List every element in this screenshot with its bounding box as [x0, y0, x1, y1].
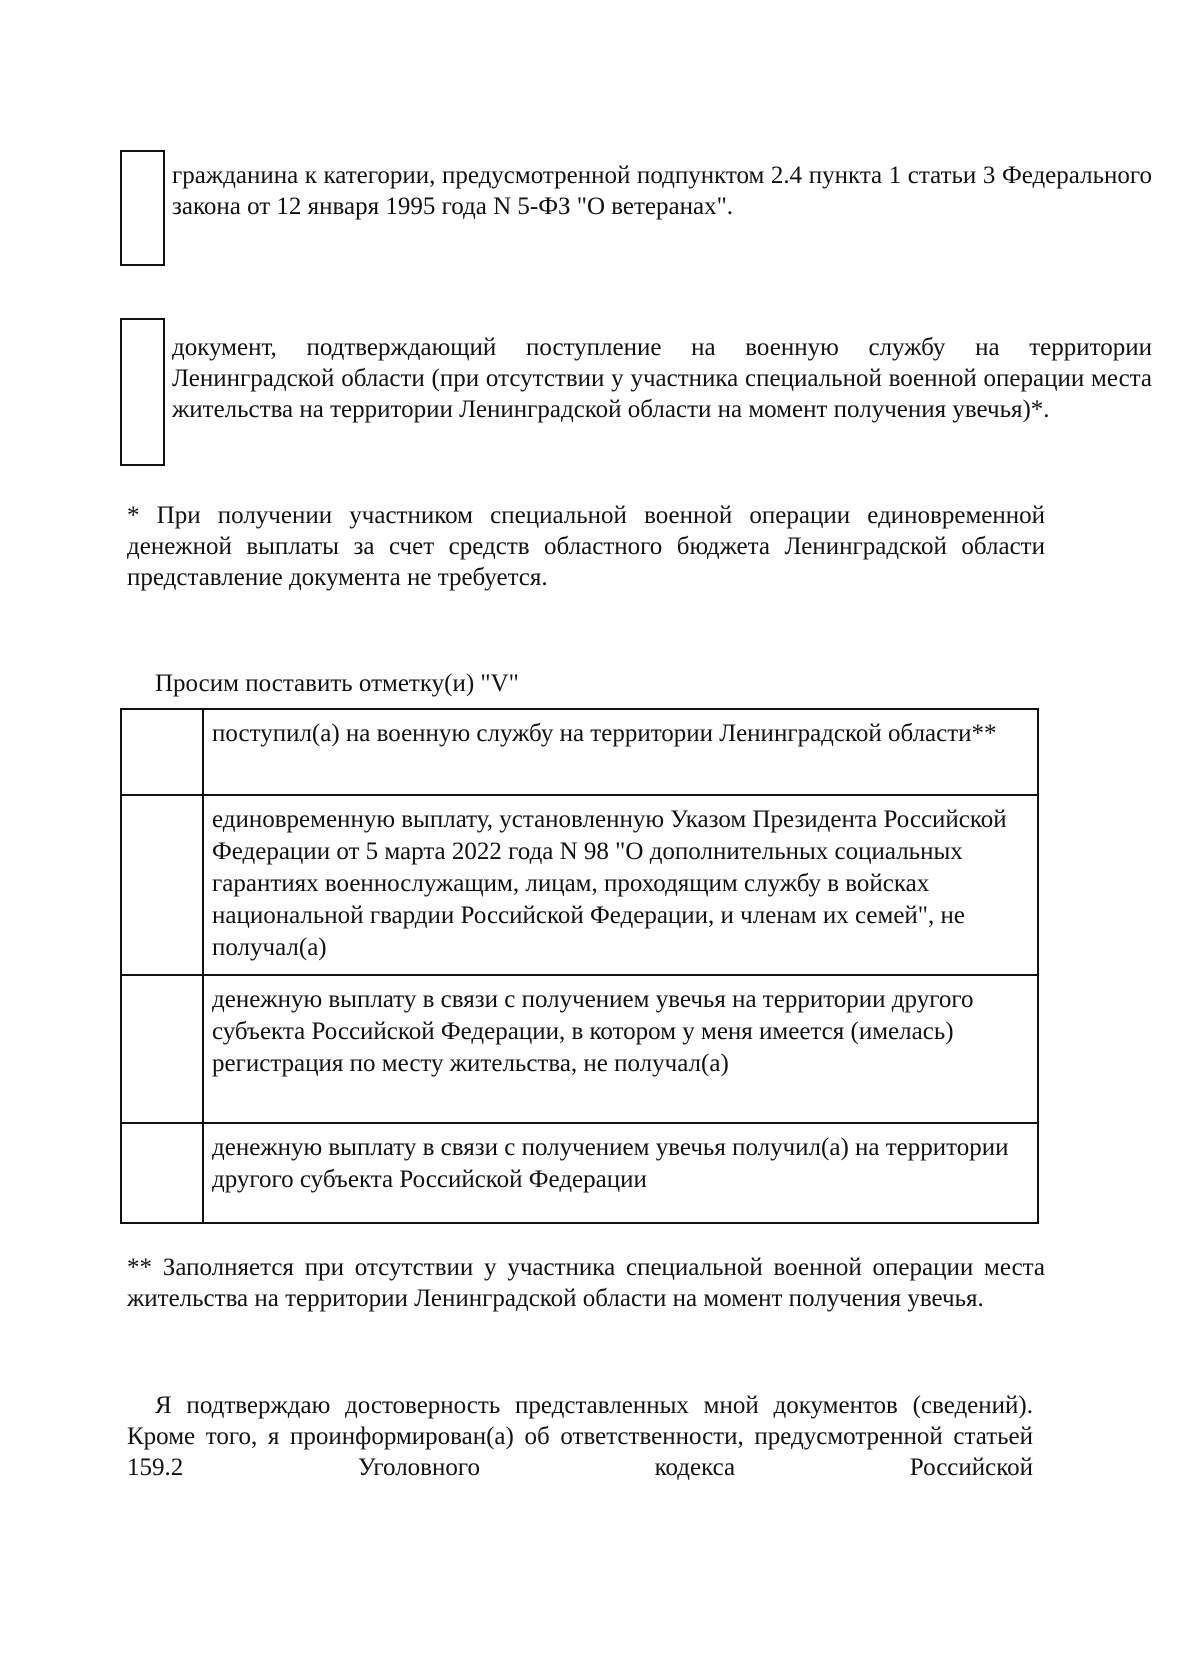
- row-text: единовременную выплату, установленную Указом Президента Российской Федерации от 5 марта 2022 года N 98 "О дополнительных социальных гарантиях военнослужащим, лицам, проходящим службу в войсках национальной гвардии Российской Федерации, и членам их семей", не получал(а): [203, 795, 1038, 975]
- request-label: Просим поставить отметку(и) "V": [155, 670, 519, 697]
- row-text: поступил(а) на военную службу на территории Ленинградской области**: [203, 709, 1038, 795]
- row-text: денежную выплату в связи с получением увечья на территории другого субъекта Российской Федерации, в котором у меня имеется (имелась) регистрация по месту жительства, не получал(а): [203, 975, 1038, 1123]
- checkbox-item-text: гражданина к категории, предусмотренной подпунктом 2.4 пункта 1 статьи 3 Федерального закона от 12 января 1995 года N 5-ФЗ "О ветеранах".: [172, 162, 1152, 220]
- row-text: денежную выплату в связи с получением увечья получил(а) на территории другого субъекта Российской Федерации: [203, 1123, 1038, 1223]
- mark-cell[interactable]: [121, 1123, 203, 1223]
- checkbox-veteran-category[interactable]: [120, 150, 165, 266]
- table-row: [121, 795, 1038, 975]
- footnote-double-asterisk: ** Заполняется при отсутствии у участника специальной военной операции места жительства на территории Ленинградской области на момент получения увечья.: [127, 1254, 1045, 1312]
- checkbox-item-text: документ, подтверждающий поступление на военную службу на территории Ленинградской области (при отсутствии у участника специальной военной операции места жительства на территории Ленинградской области на момент получения увечья)*.: [172, 334, 1152, 423]
- confirmation-paragraph: Я подтверждаю достоверность представленных мной документов (сведений). Кроме того, я проинформирован(а) об ответственности, предусмотренной статьей 159.2 Уголовного кодекса Российской: [127, 1392, 1033, 1481]
- table-row: [121, 709, 1038, 795]
- footnote-single-asterisk: * При получении участником специальной военной операции единовременной денежной выплаты за счет средств областного бюджета Ленинградской области представление документа не требуется.: [127, 502, 1045, 591]
- mark-cell[interactable]: [121, 975, 203, 1123]
- marks-table: [120, 708, 1039, 1224]
- checkbox-military-service-document[interactable]: [120, 318, 165, 466]
- mark-cell[interactable]: [121, 709, 203, 795]
- table-row: [121, 1123, 1038, 1223]
- table-row: [121, 975, 1038, 1123]
- mark-cell[interactable]: [121, 795, 203, 975]
